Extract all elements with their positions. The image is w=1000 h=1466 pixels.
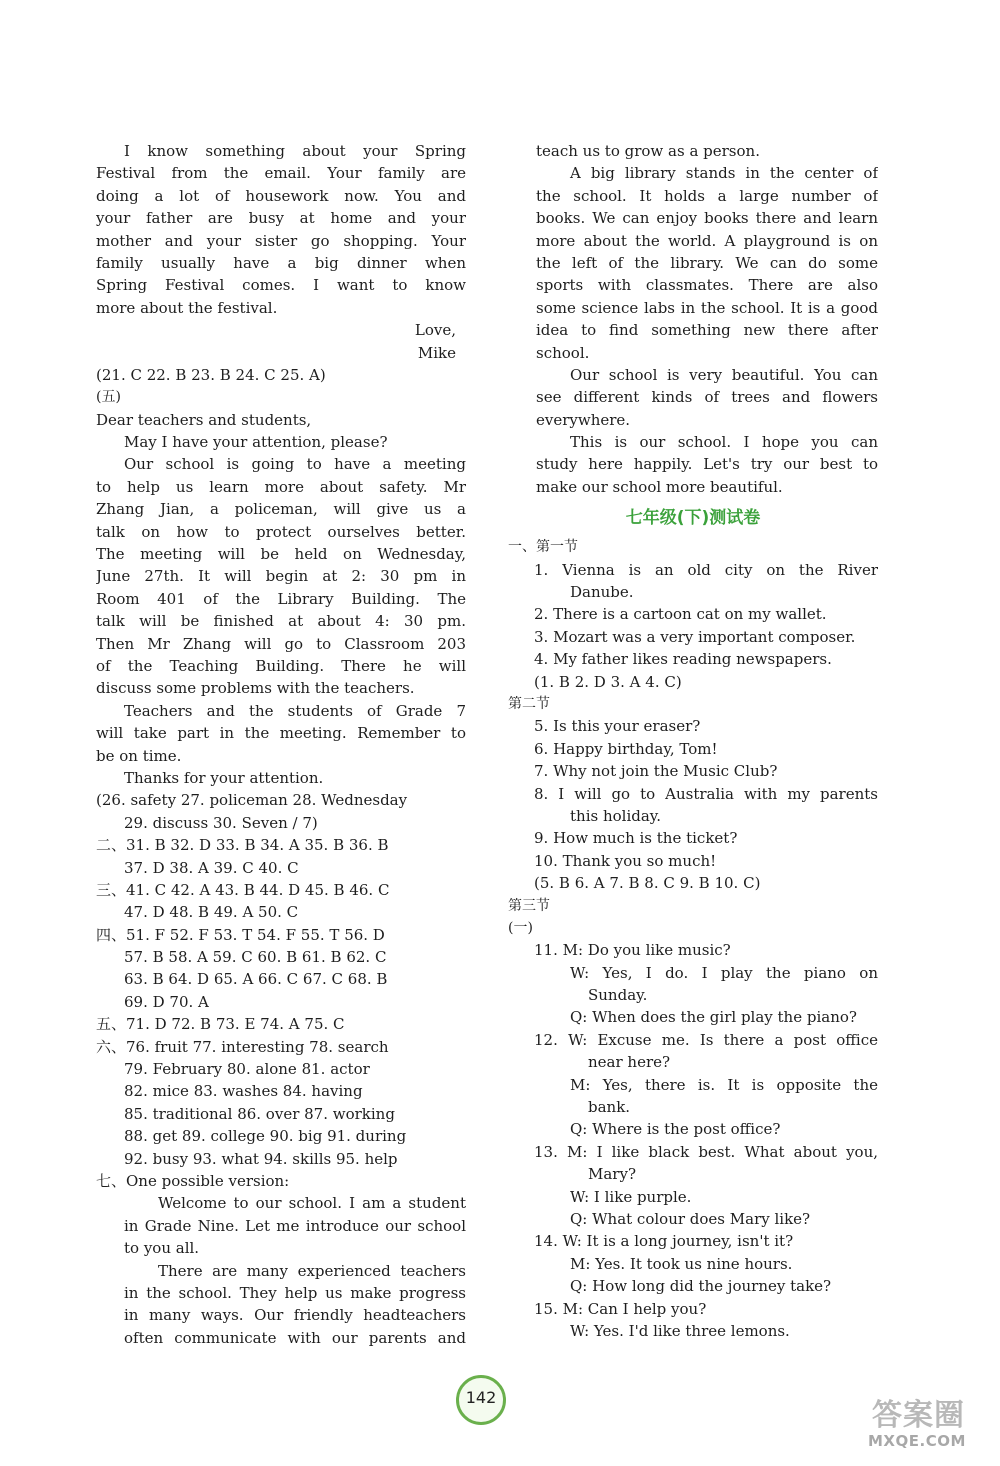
essay-line: There are many experienced teachers	[158, 1261, 466, 1280]
letter-line: your father are busy at home and your	[96, 209, 466, 228]
dialogue-line: bank.	[588, 1098, 631, 1117]
script-line: 3. Mozart was a very important composer.	[534, 627, 856, 646]
dialogue-line: W: I like purple.	[570, 1187, 692, 1206]
answer-key-part-6: 79. February 80. alone 81. actor	[124, 1060, 370, 1079]
essay-line: idea to find something new there after	[536, 321, 878, 340]
section-2-label: 第二节	[508, 695, 550, 712]
script-line: Danube.	[570, 583, 634, 602]
answer-key-26-30: (26. safety 27. policeman 28. Wednesday	[96, 791, 408, 810]
essay-line: often communicate with our parents and	[124, 1328, 466, 1347]
dialogue-line: Mary?	[588, 1165, 636, 1184]
letter-line: I know something about your Spring	[124, 142, 466, 160]
essay-line: in the school. They help us make progress	[124, 1283, 466, 1302]
essay-line: school.	[536, 343, 590, 362]
letter-line: family usually have a big dinner when	[96, 253, 466, 272]
essay-line: some science labs in the school. It is a good	[536, 298, 878, 317]
dialogue-line: 11. M: Do you like music?	[534, 941, 731, 960]
answer-key-part-3: 47. D 48. B 49. A 50. C	[124, 903, 299, 922]
dialogue-line: Q: How long did the journey take?	[570, 1277, 832, 1296]
essay-line: make our school more beautiful.	[536, 477, 783, 496]
script-line: 6. Happy birthday, Tom!	[534, 739, 718, 758]
essay-line: teach us to grow as a person.	[536, 142, 760, 160]
letter-line: more about the festival.	[96, 298, 278, 317]
part-1-section-1-label: 一、第一节	[508, 539, 578, 556]
answer-key-part-6: 六、76. fruit 77. interesting 78. search	[96, 1037, 389, 1056]
dialogue-line: M: Yes, there is. It is opposite the	[570, 1075, 878, 1094]
answer-key-part-2: 二、31. B 32. D 33. B 34. A 35. B 36. B	[96, 836, 389, 855]
dialogue-line: Q: When does the girl play the piano?	[570, 1008, 857, 1027]
dialogue-line: M: Yes. It took us nine hours.	[570, 1254, 793, 1273]
notice-line: May I have your attention, please?	[124, 433, 388, 452]
essay-line: books. We can enjoy books there and learn	[536, 209, 878, 228]
notice-line: talk will be finished at about 4: 30 pm.	[96, 612, 466, 631]
script-line: 10. Thank you so much!	[534, 851, 717, 870]
letter-sign-love: Love,	[414, 321, 456, 340]
answer-key-part-6: 92. busy 93. what 94. skills 95. help	[124, 1149, 398, 1168]
dialogue-line: near here?	[588, 1053, 671, 1072]
notice-line: Our school is going to have a meeting	[124, 455, 466, 474]
script-line: 8. I will go to Australia with my parents	[534, 784, 878, 803]
watermark	[868, 1390, 990, 1460]
answer-key-part-6: 82. mice 83. washes 84. having	[124, 1082, 363, 1101]
answer-key-part-4: 四、51. F 52. F 53. T 54. F 55. T 56. D	[96, 925, 385, 944]
answer-key-part-6: 85. traditional 86. over 87. working	[124, 1104, 395, 1123]
script-line: 1. Vienna is an old city on the River	[534, 560, 878, 579]
letter-line: Spring Festival comes. I want to know	[96, 276, 466, 295]
right-column	[508, 140, 878, 1342]
notice-line: be on time.	[96, 746, 182, 765]
essay-line: see different kinds of trees and flowers	[536, 388, 878, 407]
section-5-label: (五)	[96, 389, 121, 406]
notice-line: Zhang Jian, a policeman, will give us a	[96, 500, 466, 519]
watermark-logo: 答案圈	[872, 1398, 965, 1433]
page-number	[448, 1375, 514, 1425]
essay-line: everywhere.	[536, 410, 631, 429]
dialogue-line: Q: Where is the post office?	[570, 1120, 781, 1139]
essay-line: study here happily. Let's try our best to	[536, 455, 878, 474]
notice-line: to help us learn more about safety. Mr	[96, 477, 466, 496]
dialogue-line: 13. M: I like black best. What about you,	[534, 1142, 878, 1161]
notice-line: Teachers and the students of Grade 7	[124, 701, 466, 720]
subsection-1-label: (一)	[508, 919, 533, 936]
essay-line: the left of the library. We can do some	[536, 253, 878, 272]
notice-line: Thanks for your attention.	[124, 768, 324, 787]
script-line: 4. My father likes reading newspapers.	[534, 650, 832, 669]
notice-line: discuss some problems with the teachers.	[96, 679, 415, 698]
answer-key-1-4: (1. B 2. D 3. A 4. C)	[534, 672, 682, 691]
test-paper-heading: 七年级(下)测试卷	[625, 508, 761, 529]
answer-key-part-4: 69. D 70. A	[124, 992, 209, 1011]
notice-line: The meeting will be held on Wednesday,	[96, 545, 466, 564]
dialogue-line: Q: What colour does Mary like?	[570, 1209, 811, 1228]
essay-line: to you all.	[124, 1239, 200, 1258]
dialogue-line: W: Yes. I'd like three lemons.	[570, 1321, 790, 1340]
page-number-text: 142	[465, 1388, 497, 1407]
part-7-label: 七、One possible version:	[96, 1171, 290, 1190]
script-line: 7. Why not join the Music Club?	[534, 762, 778, 781]
answer-key-26-30: 29. discuss 30. Seven / 7)	[124, 813, 318, 832]
notice-line: talk on how to protect ourselves better.	[96, 522, 466, 541]
dialogue-line: 15. M: Can I help you?	[534, 1299, 707, 1318]
dialogue-line: Sunday.	[588, 986, 648, 1005]
script-line: 9. How much is the ticket?	[534, 829, 738, 848]
notice-line: Room 401 of the Library Building. The	[96, 589, 466, 608]
watermark-url: MXQE.COM	[868, 1432, 966, 1450]
script-line: this holiday.	[570, 806, 662, 825]
notice-line: of the Teaching Building. There he will	[96, 656, 466, 675]
dialogue-line: W: Yes, I do. I play the piano on	[570, 963, 878, 982]
essay-line: in many ways. Our friendly headteachers	[124, 1306, 466, 1325]
essay-line: Welcome to our school. I am a student	[158, 1194, 466, 1213]
notice-line: Dear teachers and students,	[96, 410, 312, 429]
essay-line: sports with classmates. There are also	[536, 276, 878, 295]
answer-key-5-10: (5. B 6. A 7. B 8. C 9. B 10. C)	[534, 874, 761, 893]
notice-line: June 27th. It will begin at 2: 30 pm in	[96, 567, 466, 586]
dialogue-line: 14. W: It is a long journey, isn't it?	[534, 1232, 794, 1251]
dialogue-line: 12. W: Excuse me. Is there a post office	[534, 1030, 878, 1049]
letter-sign-name: Mike	[417, 343, 456, 362]
notice-line: will take part in the meeting. Remember to	[96, 724, 466, 743]
script-line: 5. Is this your eraser?	[534, 717, 701, 736]
answer-key-21-25: (21. C 22. B 23. B 24. C 25. A)	[96, 365, 326, 384]
answer-key-part-3: 三、41. C 42. A 43. B 44. D 45. B 46. C	[96, 880, 390, 899]
letter-line: doing a lot of housework now. You and	[96, 186, 466, 205]
essay-line: Our school is very beautiful. You can	[570, 365, 878, 384]
answer-key-part-4: 57. B 58. A 59. C 60. B 61. B 62. C	[124, 948, 387, 967]
answer-key-part-4: 63. B 64. D 65. A 66. C 67. C 68. B	[124, 970, 388, 989]
essay-line: in Grade Nine. Let me introduce our school	[124, 1216, 466, 1235]
answer-key-part-5: 五、71. D 72. B 73. E 74. A 75. C	[96, 1015, 345, 1034]
script-line: 2. There is a cartoon cat on my wallet.	[534, 605, 827, 624]
answer-key-part-6: 88. get 89. college 90. big 91. during	[124, 1127, 407, 1146]
essay-line: more about the world. A playground is on	[536, 231, 878, 250]
letter-line: Festival from the email. Your family are	[96, 164, 466, 183]
answer-key-part-2: 37. D 38. A 39. C 40. C	[124, 858, 299, 877]
section-3-label: 第三节	[508, 897, 550, 914]
letter-line: mother and your sister go shopping. Your	[96, 231, 466, 250]
left-column	[96, 140, 466, 1349]
essay-line: A big library stands in the center of	[570, 164, 878, 183]
essay-line: This is our school. I hope you can	[570, 433, 878, 452]
notice-line: Then Mr Zhang will go to Classroom 203	[96, 634, 466, 653]
essay-line: the school. It holds a large number of	[536, 186, 878, 205]
